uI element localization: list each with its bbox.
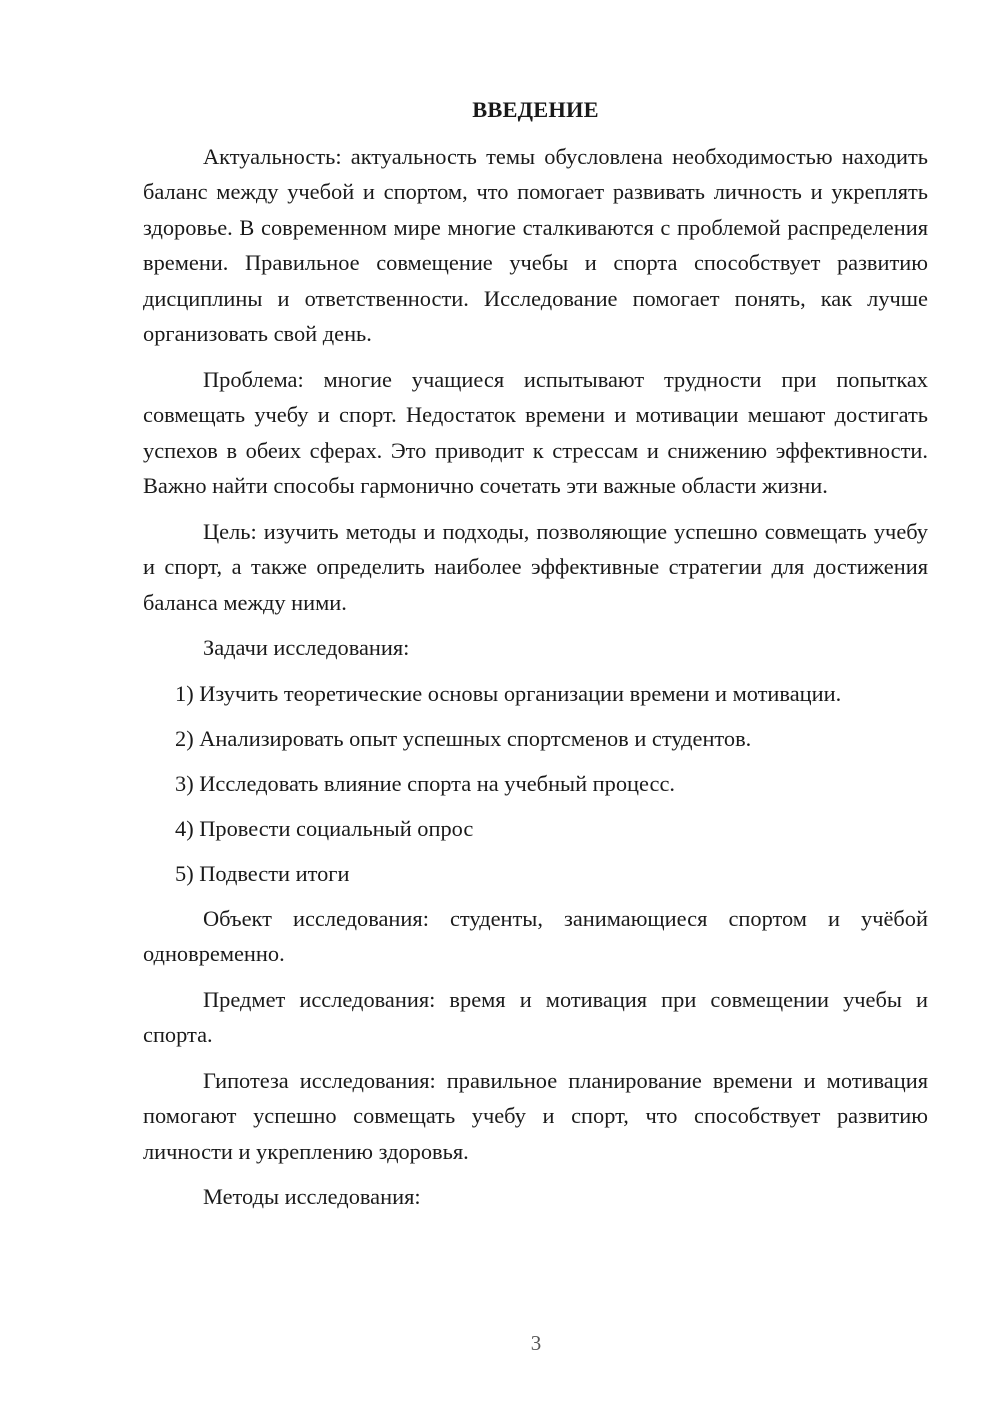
document-title: ВВЕДЕНИЕ [472, 97, 599, 122]
task-item-1: 1) Изучить теоретические основы организации времени и мотивации. [175, 680, 842, 706]
tasks-list [143, 676, 928, 892]
task-item-3: 3) Исследовать влияние спорта на учебный процесс. [175, 770, 676, 796]
problem-paragraph: Проблема: многие учащиеся испытывают трудности при попытках совмещать учебу и спорт. Недостаток времени и мотивации мешают достигать успехов в обеих сферах. Это приводит к стрессам и снижению эффективности. Важно найти способы гармонично сочетать эти важные области жизни. [143, 366, 928, 498]
methods-heading: Методы исследования: [203, 1184, 421, 1210]
task-item-2: 2) Анализировать опыт успешных спортсменов и студентов. [175, 725, 752, 751]
tasks-heading: Задачи исследования: [203, 635, 410, 660]
goal-paragraph: Цель: изучить методы и подходы, позволяющие успешно совмещать учебу и спорт, а также определить наиболее эффективные стратегии для достижения баланса между ними. [143, 518, 928, 615]
task-item-4: 4) Провести социальный опрос [175, 815, 474, 841]
subject-paragraph: Предмет исследования: время и мотивация при совмещении учебы и спорта. [143, 986, 928, 1048]
object-paragraph: Объект исследования: студенты, занимающиеся спортом и учёбой одновременно. [143, 905, 928, 967]
task-item-5: 5) Подвести итоги [175, 860, 350, 886]
relevance-paragraph: Актуальность: актуальность темы обусловлена необходимостью находить баланс между учебой и спортом, что помогает развивать личность и укреплять здоровье. В современном мире многие сталкиваются с проблемой распределения времени. Правильное совмещение учебы и спорта способствует развитию дисциплины и ответственности. Исследование помогает понять, как лучше организовать свой день. [143, 143, 928, 346]
document-page [143, 92, 928, 1225]
page-number: 3 [530, 1331, 542, 1355]
hypothesis-paragraph: Гипотеза исследования: правильное планирование времени и мотивация помогают успешно совмещать учебу и спорт, что способствует развитию личности и укреплению здоровья. [143, 1067, 928, 1164]
